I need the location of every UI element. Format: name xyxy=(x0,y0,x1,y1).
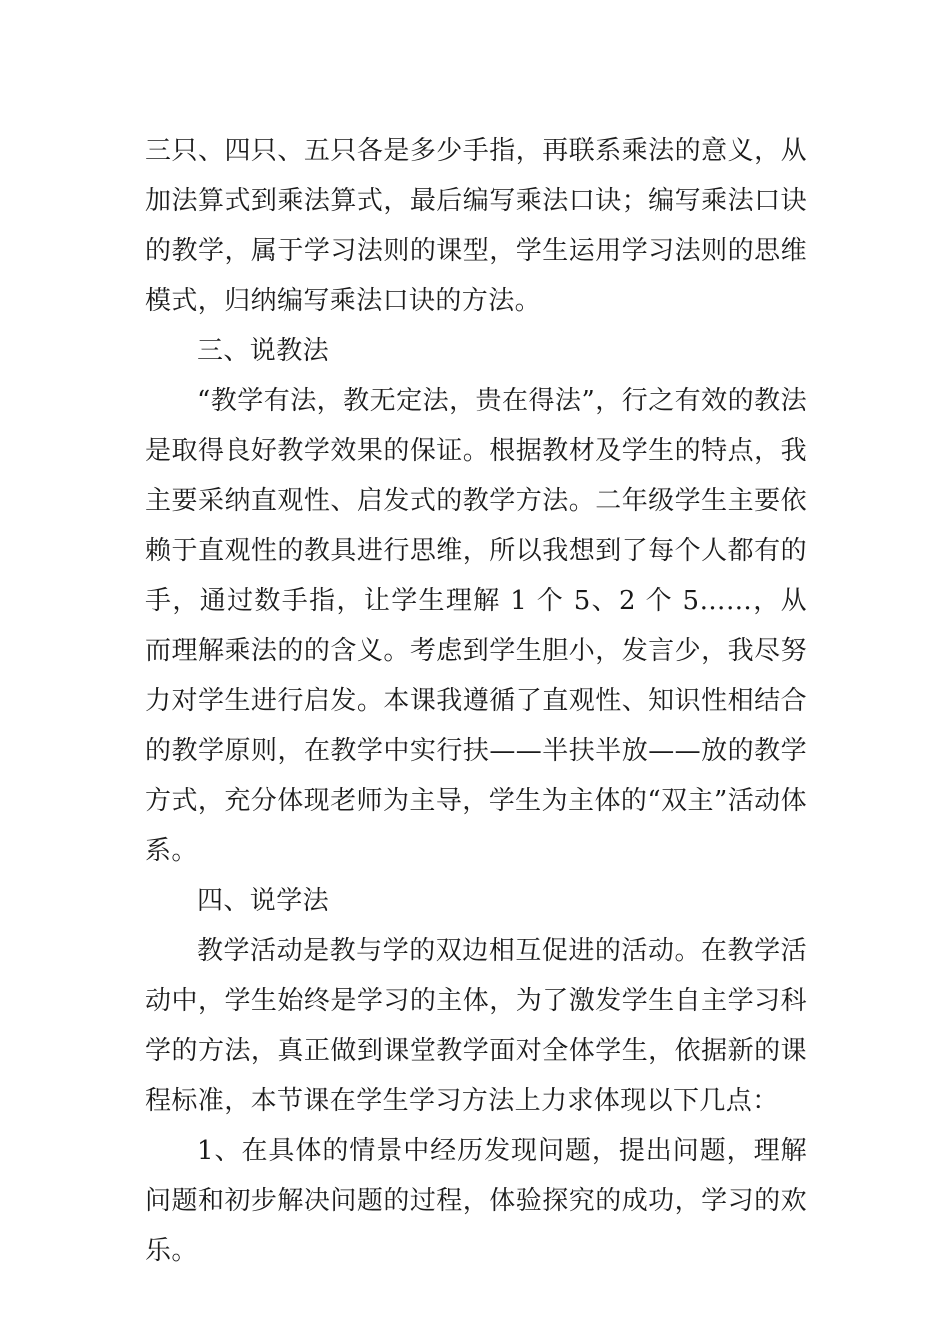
paragraph-intro-continuation: 三只、四只、五只各是多少手指，再联系乘法的意义，从加法算式到乘法算式，最后编写乘法口诀；编写乘法口诀的教学，属于学习法则的课型，学生运用学习法则的思维模式，归纳编写乘法口诀的方法。 xyxy=(145,136,807,316)
section-heading-learning-method: 四、说学法 xyxy=(197,886,330,916)
paragraph-teaching-method: “教学有法，教无定法，贵在得法”，行之有效的教法是取得良好教学效果的保证。根据教材及学生的特点，我主要采纳直观性、启发式的教学方法。二年级学生主要依赖于直观性的教具进行思维，所以我想到了每个人都有的手，通过数手指，让学生理解 1 个 5、2 个 5……，从而理解乘法的的含义。考虑到学生胆小，发言少，我尽努力对学生进行启发。本课我遵循了直观性、知识性相结合的教学原则，在教学中实行扶——半扶半放——放的教学方式，充分体现老师为主导，学生为主体的“双主”活动体系。 xyxy=(145,386,807,866)
section-heading-teaching-method: 三、说教法 xyxy=(197,336,330,366)
document-body xyxy=(145,126,807,1276)
paragraph-learning-point-1: 1、在具体的情景中经历发现问题，提出问题，理解问题和初步解决问题的过程，体验探究的成功，学习的欢乐。 xyxy=(145,1136,807,1266)
paragraph-learning-method: 教学活动是教与学的双边相互促进的活动。在教学活动中，学生始终是学习的主体，为了激发学生自主学习科学的方法，真正做到课堂教学面对全体学生，依据新的课程标准，本节课在学生学习方法上力求体现以下几点： xyxy=(145,936,807,1116)
